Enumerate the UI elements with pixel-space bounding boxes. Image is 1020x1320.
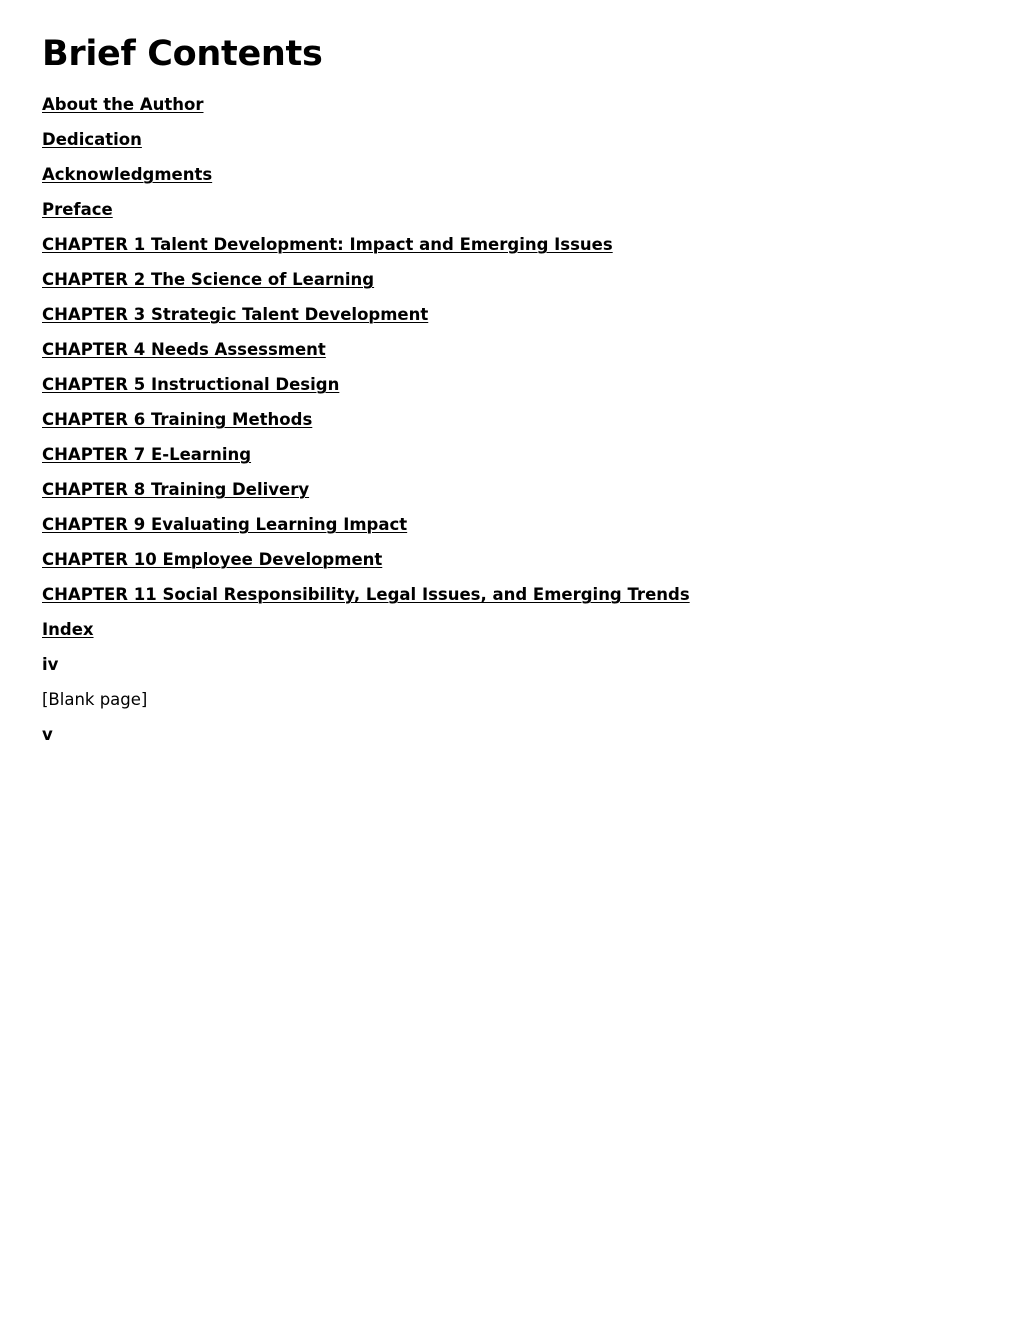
toc-item-acknowledgments [42,162,982,197]
toc-item-preface [42,197,982,232]
toc-link-about-author[interactable]: About the Author [42,95,204,114]
toc-item-chapter-10 [42,547,982,582]
toc-link-chapter-8[interactable]: CHAPTER 8 Training Delivery [42,480,310,499]
toc-link-dedication[interactable]: Dedication [42,130,142,149]
toc-item-chapter-6 [42,407,982,442]
toc-item-dedication [42,127,982,162]
toc-link-chapter-5[interactable]: CHAPTER 5 Instructional Design [42,375,340,394]
toc-item-index [42,617,982,652]
toc-item-chapter-5 [42,372,982,407]
toc-link-chapter-9[interactable]: CHAPTER 9 Evaluating Learning Impact [42,515,408,534]
toc-link-chapter-4[interactable]: CHAPTER 4 Needs Assessment [42,340,326,359]
toc-link-chapter-1[interactable]: CHAPTER 1 Talent Development: Impact and Emerging Issues [42,235,613,254]
toc-item-about-author [42,92,982,127]
page-number-marker: v [42,725,53,744]
toc-item-chapter-7 [42,442,982,477]
toc-link-chapter-6[interactable]: CHAPTER 6 Training Methods [42,410,313,429]
toc-item-chapter-11 [42,582,982,617]
toc-link-chapter-10[interactable]: CHAPTER 10 Employee Development [42,550,383,569]
toc-link-acknowledgments[interactable]: Acknowledgments [42,165,213,184]
toc-item-chapter-9 [42,512,982,547]
toc-link-preface[interactable]: Preface [42,200,113,219]
toc-item-chapter-1 [42,232,982,267]
toc-link-chapter-3[interactable]: CHAPTER 3 Strategic Talent Development [42,305,429,324]
page-number-marker: iv [42,655,59,674]
toc-item-chapter-2 [42,267,982,302]
toc-link-chapter-11[interactable]: CHAPTER 11 Social Responsibility, Legal Issues, and Emerging Trends [42,585,690,604]
blank-page-note: [Blank page] [42,690,148,709]
table-of-contents [42,92,982,652]
toc-link-chapter-2[interactable]: CHAPTER 2 The Science of Learning [42,270,375,289]
toc-item-chapter-4 [42,337,982,372]
toc-link-index[interactable]: Index [42,620,94,639]
toc-item-chapter-3 [42,302,982,337]
toc-link-chapter-7[interactable]: CHAPTER 7 E-Learning [42,445,252,464]
document-page [42,30,982,757]
page-title: Brief Contents [42,34,323,74]
toc-item-chapter-8 [42,477,982,512]
